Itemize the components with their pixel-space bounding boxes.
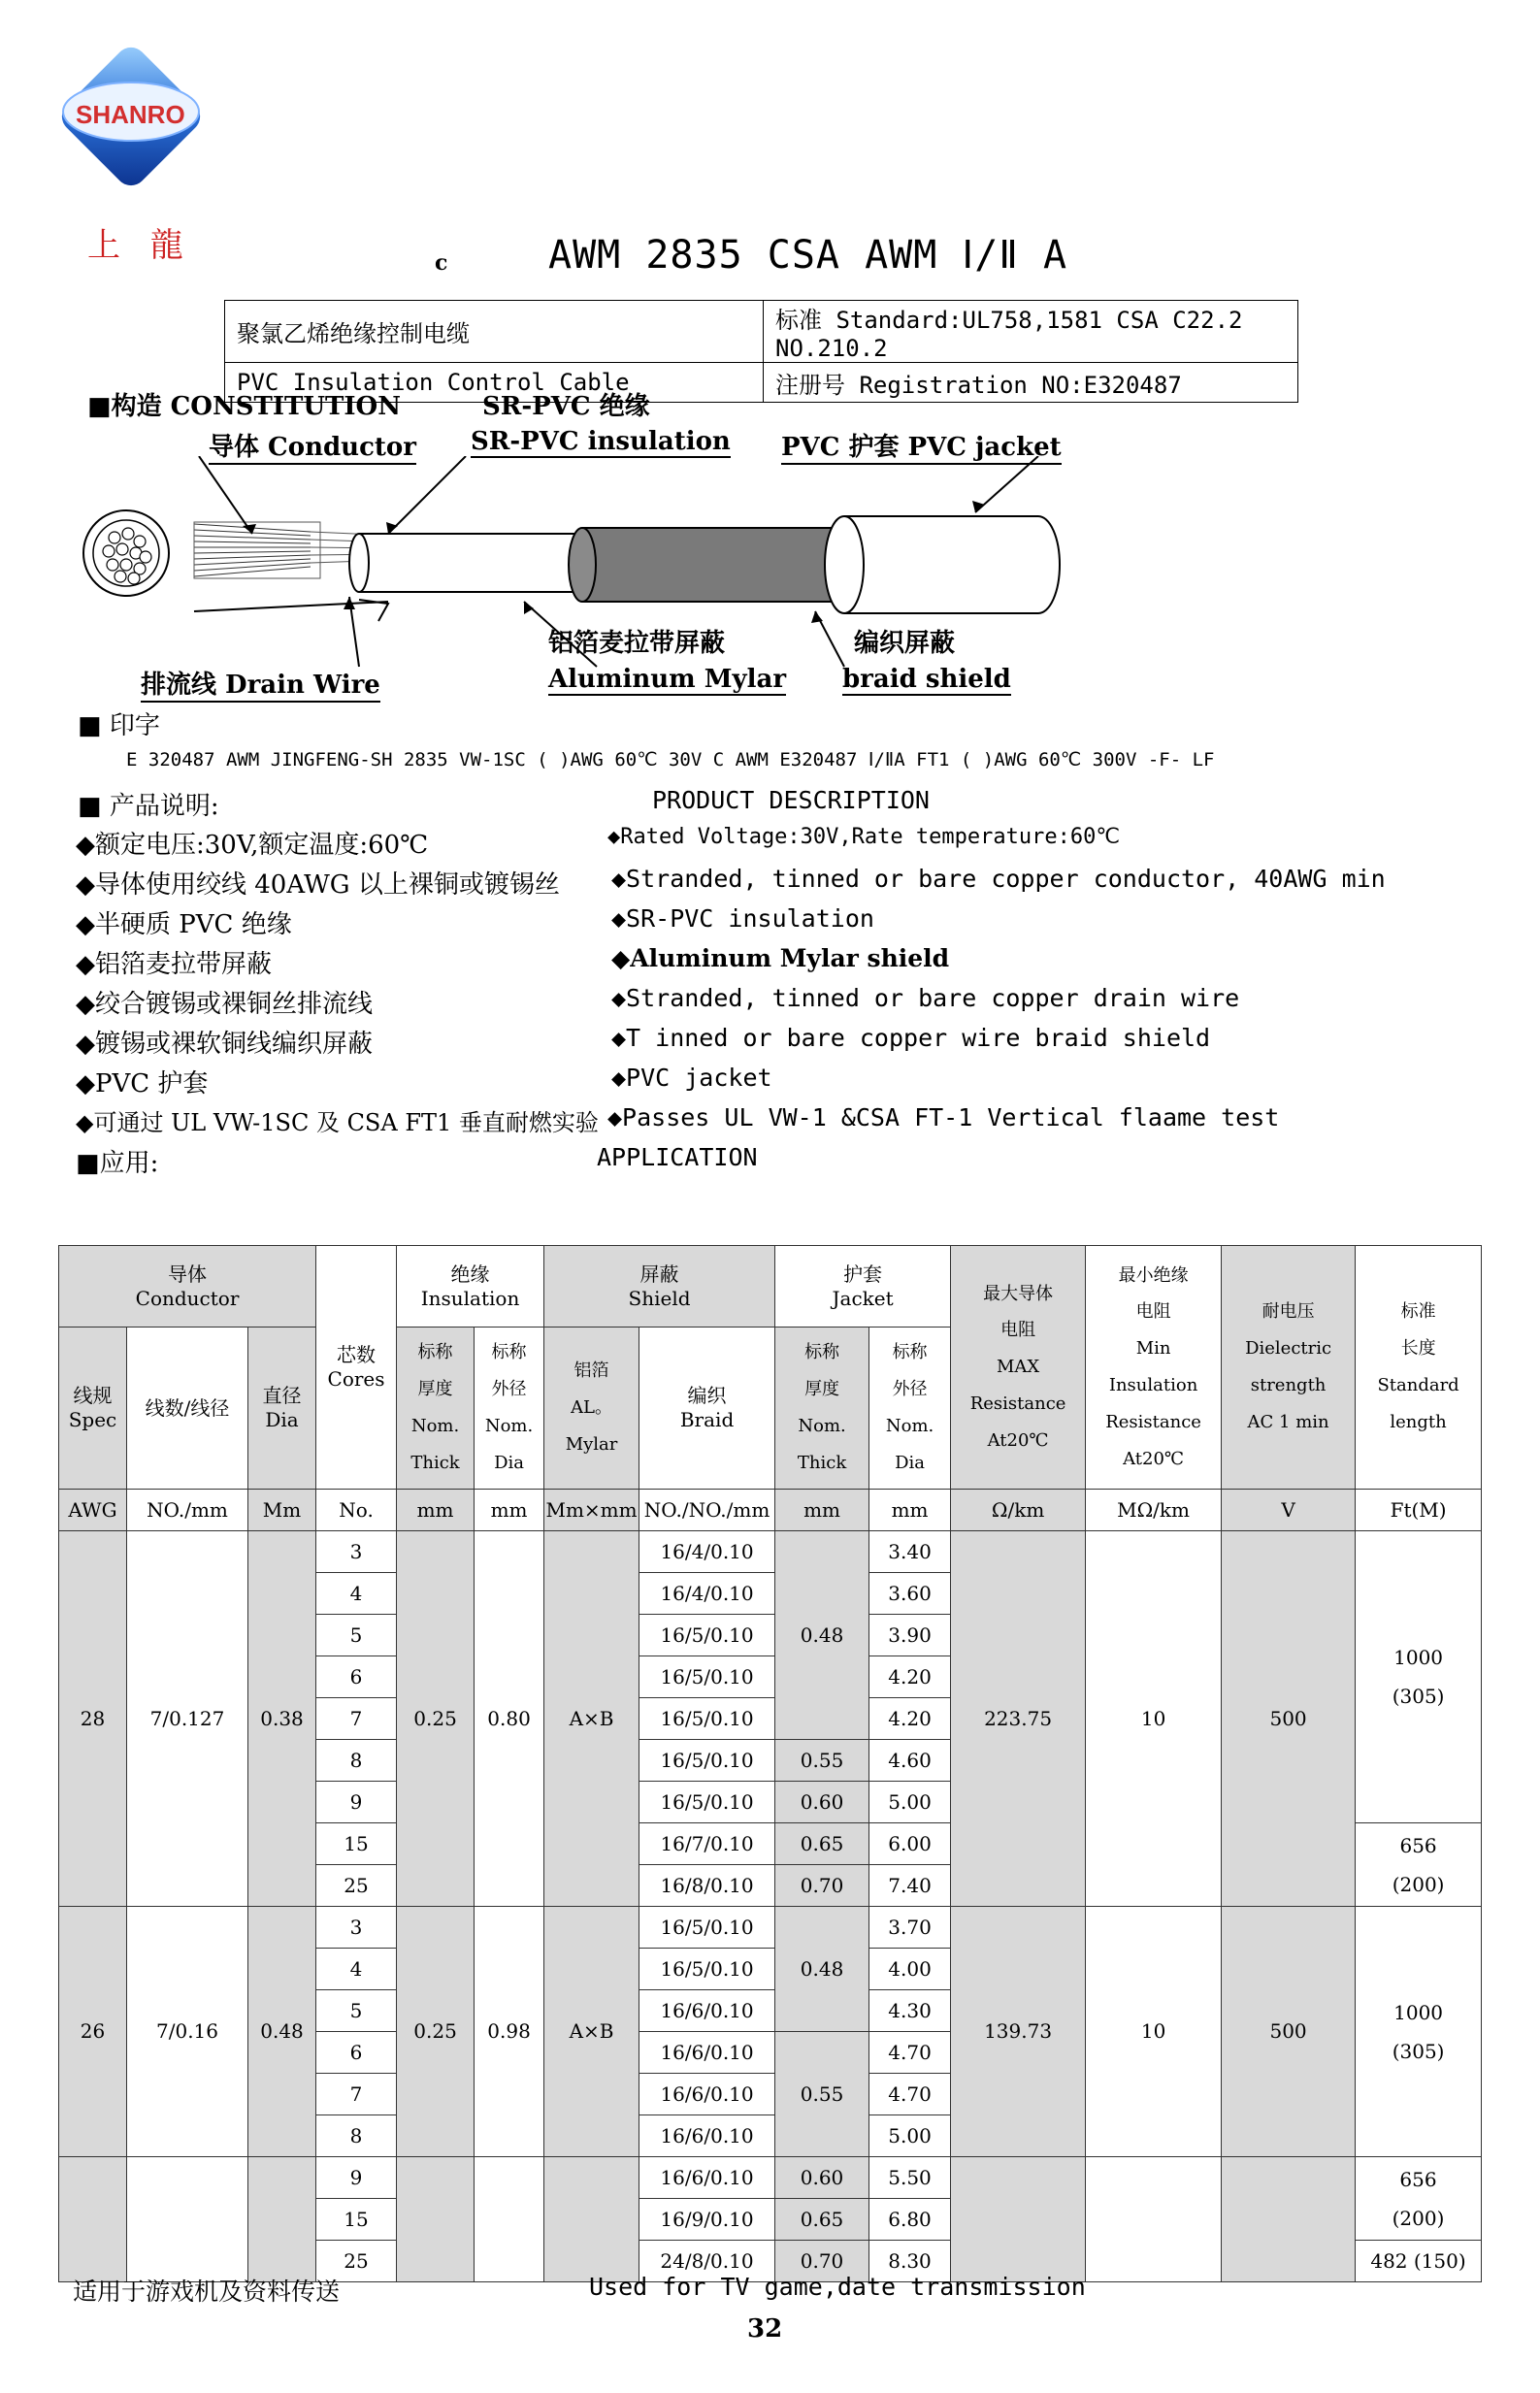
desc-en-3: ◆SR-PVC insulation: [611, 904, 874, 933]
cell-braid: 16/8/0.10: [639, 1865, 775, 1907]
cell-braid: 16/6/0.10: [639, 2074, 775, 2115]
cell-cores: 3: [316, 1531, 397, 1573]
cell-jk-dia: 4.30: [869, 1990, 951, 2032]
cell-ins-dia: 0.80: [475, 1531, 544, 1907]
desc-en-6: ◆T inned or bare copper wire braid shield: [611, 1024, 1211, 1052]
unit-cell: NO./mm: [127, 1490, 248, 1531]
cell-braid: 24/8/0.10: [639, 2241, 775, 2282]
cell-resistance: 223.75: [951, 1531, 1086, 1907]
label-mylar-cn: 铝箔麦拉带屏蔽: [548, 629, 726, 658]
cell-strand: 7/0.16: [127, 1907, 248, 2157]
cell-jk-thick: 0.65: [775, 2199, 869, 2241]
unit-cell: NO./NO./mm: [639, 1490, 775, 1531]
cell-mylar: A×B: [544, 1907, 639, 2157]
marking-text: E 320487 AWM JINGFENG-SH 2835 VW-1SC ( )AWG 60℃ 30V C AWM E320487 Ⅰ/ⅡA FT1 ( )AWG 60℃ 300V -F- LF: [126, 749, 1215, 770]
cell-jk-dia: 5.00: [869, 1782, 951, 1823]
cell-ins-dia: 0.98: [475, 1907, 544, 2157]
cell-jk-dia: 4.70: [869, 2032, 951, 2074]
cell-jk-dia: 3.40: [869, 1531, 951, 1573]
cell-empty: [1222, 2157, 1356, 2282]
cell-length: 482 (150): [1356, 2241, 1482, 2282]
cell-braid: 16/5/0.10: [639, 1698, 775, 1740]
unit-cell: Mm: [248, 1490, 316, 1531]
cell-braid: 16/5/0.10: [639, 1949, 775, 1990]
spec-table-continued: [58, 2156, 1482, 2282]
cell-resistance: 139.73: [951, 1907, 1086, 2157]
page-number: 32: [747, 2314, 783, 2344]
cell-cores: 9: [316, 1782, 397, 1823]
unit-cell: mm: [775, 1490, 869, 1531]
cell-empty: [248, 2157, 316, 2282]
brand-cn-name: 上 龍: [87, 226, 193, 265]
unit-cell: AWG: [59, 1490, 127, 1531]
cell-cores: 9: [316, 2157, 397, 2199]
cell-jk-dia: 7.40: [869, 1865, 951, 1907]
header-jk-dia: 标称 外径 Nom. Dia: [869, 1328, 951, 1490]
header-cores: 芯数 Cores: [316, 1246, 397, 1490]
cell-cores: 8: [316, 1740, 397, 1782]
title-prefix: c: [435, 250, 448, 276]
cell-empty: [127, 2157, 248, 2282]
cell-braid: 16/6/0.10: [639, 2032, 775, 2074]
header-spec: 线规 Spec: [59, 1328, 127, 1490]
cell-length: 656 (200): [1356, 2157, 1482, 2241]
desc-cn-6: ◆镀锡或裸软铜线编织屏蔽: [76, 1030, 373, 1059]
cell-mylar: A×B: [544, 1531, 639, 1907]
header-jk-thick: 标称 厚度 Nom. Thick: [775, 1328, 869, 1490]
desc-en-8: ◆Passes UL VW-1 &CSA FT-1 Vertical flaame test: [607, 1103, 1280, 1131]
application-heading-en: APPLICATION: [597, 1143, 758, 1171]
cell-braid: 16/5/0.10: [639, 1656, 775, 1698]
header-strand: 线数/线径: [127, 1328, 248, 1490]
cable-diagram: [68, 456, 1097, 699]
cell-jk-dia: 4.20: [869, 1698, 951, 1740]
cell-awg: 26: [59, 1907, 127, 2157]
cell-jk-dia: 3.90: [869, 1615, 951, 1656]
unit-cell: Mm×mm: [544, 1490, 639, 1531]
cell-empty: [544, 2157, 639, 2282]
cell-jk-thick: 0.65: [775, 1823, 869, 1865]
cell-braid: 16/6/0.10: [639, 2157, 775, 2199]
cell-jk-thick: 0.70: [775, 2241, 869, 2282]
cell-jk-thick: 0.60: [775, 1782, 869, 1823]
header-braid: 编织 Braid: [639, 1328, 775, 1490]
cell-strand: 7/0.127: [127, 1531, 248, 1907]
cell-jk-dia: 8.30: [869, 2241, 951, 2282]
cell-ins-resistance: 10: [1086, 1531, 1222, 1907]
cell-dia: 0.48: [248, 1907, 316, 2157]
cell-length: 656 (200): [1356, 1823, 1482, 1907]
cell-ins-thick: 0.25: [397, 1907, 475, 2157]
header-standard-length: 标准 长度 Standard length: [1356, 1246, 1482, 1490]
cell-braid: 16/4/0.10: [639, 1573, 775, 1615]
cell-jk-thick: 0.48: [775, 1531, 869, 1740]
desc-cn-3: ◆半硬质 PVC 绝缘: [76, 910, 292, 939]
label-drain-wire: 排流线 Drain Wire: [141, 665, 380, 703]
footer-application-cn: 适用于游戏机及资料传送: [73, 2278, 341, 2306]
label-braid-en: braid shield: [842, 665, 1011, 694]
spec-table: [58, 1245, 1482, 2157]
cell-cores: 4: [316, 1949, 397, 1990]
cell-jk-dia: 5.00: [869, 2115, 951, 2157]
unit-cell: mm: [397, 1490, 475, 1531]
unit-cell: mm: [869, 1490, 951, 1531]
cell-jk-thick: 0.70: [775, 1865, 869, 1907]
application-heading-cn: ■应用:: [76, 1149, 159, 1178]
cell-braid: 16/6/0.10: [639, 1990, 775, 2032]
cell-braid: 16/5/0.10: [639, 1782, 775, 1823]
desc-cn-7: ◆PVC 护套: [76, 1069, 209, 1098]
unit-cell: MΩ/km: [1086, 1490, 1222, 1531]
cell-empty: [475, 2157, 544, 2282]
cell-cores: 8: [316, 2115, 397, 2157]
cell-cores: 5: [316, 1990, 397, 2032]
desc-cn-5: ◆绞合镀锡或裸铜丝排流线: [76, 990, 373, 1019]
cell-empty: [1086, 2157, 1222, 2282]
label-mylar-en: Aluminum Mylar: [548, 665, 787, 694]
header-insulation: 绝缘 Insulation: [397, 1246, 544, 1328]
cell-cores: 7: [316, 2074, 397, 2115]
cell-braid: 16/5/0.10: [639, 1615, 775, 1656]
cell-jk-dia: 5.50: [869, 2157, 951, 2199]
cell-jk-dia: 3.60: [869, 1573, 951, 1615]
cell-braid: 16/7/0.10: [639, 1823, 775, 1865]
cell-empty: [951, 2157, 1086, 2282]
unit-cell: Ω/km: [951, 1490, 1086, 1531]
cell-length: 1000 (305): [1356, 1531, 1482, 1823]
cell-jk-thick: 0.55: [775, 2032, 869, 2157]
header-mylar: 铝箔 AL。 Mylar: [544, 1328, 639, 1490]
cell-cores: 6: [316, 2032, 397, 2074]
cell-jk-dia: 6.80: [869, 2199, 951, 2241]
cell-cores: 5: [316, 1615, 397, 1656]
cell-awg: 28: [59, 1531, 127, 1907]
header-jacket: 护套 Jacket: [775, 1246, 951, 1328]
cell-jk-thick: 0.60: [775, 2157, 869, 2199]
desc-cn-4: ◆铝箔麦拉带屏蔽: [76, 950, 272, 979]
cell-voltage: 500: [1222, 1907, 1356, 2157]
cell-empty: [59, 2157, 127, 2282]
cell-jk-dia: 4.20: [869, 1656, 951, 1698]
construction-heading: ■构造 CONSTITUTION: [87, 392, 401, 421]
unit-cell: mm: [475, 1490, 544, 1531]
cell-cores: 6: [316, 1656, 397, 1698]
footer-application-en: Used for TV game,date transmission: [589, 2273, 1086, 2301]
cell-braid: 16/5/0.10: [639, 1907, 775, 1949]
cell-cores: 25: [316, 2241, 397, 2282]
header-min-insulation: 最小绝缘 电阻 Min Insulation Resistance At20℃: [1086, 1246, 1222, 1490]
header-ins-thick: 标称 厚度 Nom. Thick: [397, 1328, 475, 1490]
label-pvc-jacket: PVC 护套 PVC jacket: [781, 427, 1062, 465]
cell-jk-thick: 0.48: [775, 1907, 869, 2032]
cell-braid: 16/4/0.10: [639, 1531, 775, 1573]
cell-braid: 16/9/0.10: [639, 2199, 775, 2241]
cell-jk-dia: 4.60: [869, 1740, 951, 1782]
page-title: AWM 2835 CSA AWM Ⅰ/Ⅱ A: [548, 233, 1068, 278]
registration: 注册号 Registration NO:E320487: [764, 363, 1298, 403]
description-heading-cn: ■ 产品说明:: [78, 792, 219, 821]
cell-cores: 15: [316, 2199, 397, 2241]
label-sr-pvc-en: SR-PVC insulation: [471, 427, 731, 456]
header-dielectric: 耐电压 Dielectric strength AC 1 min: [1222, 1246, 1356, 1490]
cell-cores: 15: [316, 1823, 397, 1865]
header-dia: 直径 Dia: [248, 1328, 316, 1490]
cell-cores: 7: [316, 1698, 397, 1740]
unit-cell: No.: [316, 1490, 397, 1531]
desc-en-7: ◆PVC jacket: [611, 1064, 772, 1092]
cell-jk-thick: 0.55: [775, 1740, 869, 1782]
cell-dia: 0.38: [248, 1531, 316, 1907]
en-name: PVC Insulation Control Cable: [225, 363, 764, 403]
desc-cn-8: ◆可通过 UL VW-1SC 及 CSA FT1 垂直耐燃实验: [76, 1109, 599, 1136]
label-braid-cn: 编织屏蔽: [854, 629, 956, 658]
label-sr-pvc-cn: SR-PVC 绝缘: [482, 392, 650, 421]
cell-cores: 25: [316, 1865, 397, 1907]
marking-heading: ■ 印字: [78, 711, 160, 740]
standard: 标准 Standard:UL758,1581 CSA C22.2 NO.210.2: [764, 301, 1298, 363]
cell-cores: 3: [316, 1907, 397, 1949]
desc-en-2: ◆Stranded, tinned or bare copper conductor, 40AWG min: [611, 865, 1386, 893]
header-shield: 屏蔽 Shield: [544, 1246, 775, 1328]
desc-en-4: ◆Aluminum Mylar shield: [611, 944, 950, 972]
desc-en-1: ◆Rated Voltage:30V,Rate temperature:60℃: [607, 825, 1121, 849]
cell-empty: [397, 2157, 475, 2282]
description-heading-en: PRODUCT DESCRIPTION: [652, 786, 930, 814]
cell-voltage: 500: [1222, 1531, 1356, 1907]
cell-braid: 16/5/0.10: [639, 1740, 775, 1782]
cell-braid: 16/6/0.10: [639, 2115, 775, 2157]
unit-cell: V: [1222, 1490, 1356, 1531]
cell-ins-resistance: 10: [1086, 1907, 1222, 2157]
header-ins-dia: 标称 外径 Nom. Dia: [475, 1328, 544, 1490]
header-conductor: 导体 Conductor: [59, 1246, 316, 1328]
label-conductor: 导体 Conductor: [209, 427, 416, 465]
desc-en-5: ◆Stranded, tinned or bare copper drain wire: [611, 984, 1240, 1012]
cell-jk-dia: 3.70: [869, 1907, 951, 1949]
desc-cn-2: ◆导体使用绞线 40AWG 以上裸铜或镀锡丝: [76, 870, 560, 900]
cell-ins-thick: 0.25: [397, 1531, 475, 1907]
cell-cores: 4: [316, 1573, 397, 1615]
cn-name: 聚氯乙烯绝缘控制电缆: [225, 301, 764, 363]
desc-cn-1: ◆额定电压:30V,额定温度:60℃: [76, 831, 429, 860]
header-max-resistance: 最大导体 电阻 MAX Resistance At20℃: [951, 1246, 1086, 1490]
cell-jk-dia: 4.70: [869, 2074, 951, 2115]
cell-jk-dia: 6.00: [869, 1823, 951, 1865]
logo-text: SHANRO: [76, 100, 185, 129]
unit-cell: Ft(M): [1356, 1490, 1482, 1531]
cell-jk-dia: 4.00: [869, 1949, 951, 1990]
cell-length: 1000 (305): [1356, 1907, 1482, 2157]
